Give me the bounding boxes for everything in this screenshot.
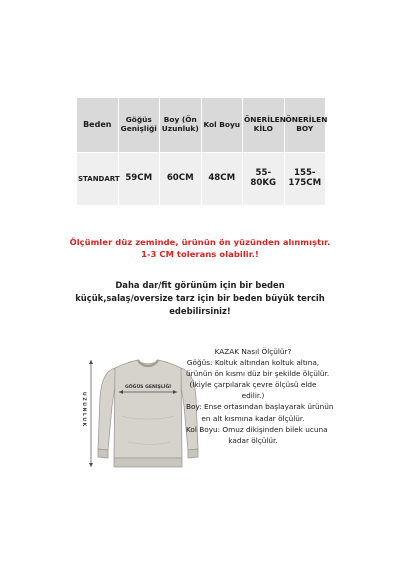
header-cell-weight: ÖNERİLEN KİLO	[243, 98, 285, 153]
height-cell: 155-175CM	[284, 153, 326, 206]
chest-cell: 59CM	[118, 153, 160, 206]
size-table	[76, 97, 326, 206]
header-cell-size: Beden	[77, 98, 119, 153]
header-cell-chest: Göğüs Genişliği	[118, 98, 160, 153]
guide-line: Göğüs: Koltuk altından koltuk altına,	[186, 358, 320, 368]
length-measure-line	[89, 360, 93, 467]
header-cell-length: Boy (Ön Uzunluk)	[160, 98, 202, 153]
guide-line: Kol Boyu: Omuz dikişinden bilek ucuna	[186, 424, 328, 434]
header-cell-sleeve: Kol Boyu	[201, 98, 243, 153]
size-table-header-row	[77, 98, 326, 153]
guide-line: en alt kısmına kadar ölçülür.	[201, 413, 305, 423]
size-cell: STANDART	[77, 153, 119, 206]
header-cell-height: ÖNERİLEN BOY	[284, 98, 326, 153]
sweater-illustration	[98, 360, 198, 467]
sweater-diagram	[81, 346, 198, 481]
weight-cell: 55-80KG	[243, 153, 285, 206]
guide-line: Boy: Ense ortasından başlayarak ürünün	[186, 402, 334, 412]
chest-label: GÖĞÜS GENİŞLİĞİ	[125, 385, 171, 390]
tolerance-notice: 1-3 CM tolerans olabilir.!	[141, 249, 259, 259]
guide-line: (İkiyle çarpılarak çevre ölçüsü elde	[189, 380, 317, 390]
length-label: UZUNLUK	[81, 392, 86, 428]
measurement-notice: Ölçümler düz zeminde, ürünün ön yüzünden alınmıştır.	[69, 237, 331, 247]
length-cell: 60CM	[160, 153, 202, 206]
fit-advice-line-3: edebilirsiniz!	[169, 306, 231, 316]
guide-line: edilir.)	[241, 391, 265, 401]
guide-line: ürünün ön kısmı düz bir şekilde ölçülür.	[186, 369, 330, 379]
guide-line: kadar ölçülür.	[228, 435, 278, 445]
fit-advice-line-1: Daha dar/fit görünüm için bir beden	[115, 280, 285, 290]
guide-title: KAZAK Nasıl Ölçülür?	[214, 347, 292, 356]
sleeve-cell: 48CM	[201, 153, 243, 206]
fit-advice-line-2: küçük,salaş/oversize tarz için bir beden büyük tercih	[75, 293, 325, 303]
measurement-guide	[186, 346, 334, 446]
size-table-row	[77, 153, 326, 206]
